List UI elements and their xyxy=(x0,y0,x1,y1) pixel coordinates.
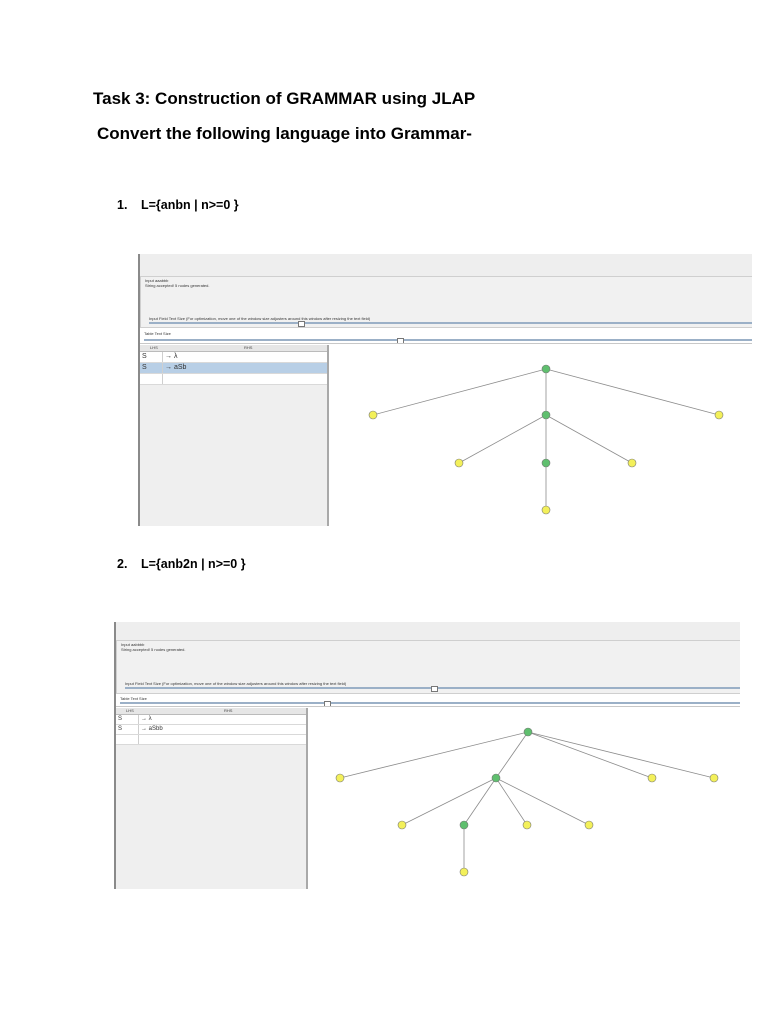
row-rhs: aSb xyxy=(173,364,187,371)
jflap-screenshot-2 xyxy=(114,622,740,889)
window-toolbar xyxy=(140,254,752,277)
rhs-header: RHS xyxy=(224,708,233,713)
status-text: String accepted! 5 nodes generated. xyxy=(121,647,186,652)
tree-edge xyxy=(496,778,527,825)
input-font-slider[interactable] xyxy=(149,322,752,324)
input-panel xyxy=(140,276,752,328)
tree-edge xyxy=(528,732,714,778)
terminal-node xyxy=(710,774,718,782)
variable-node xyxy=(542,411,550,419)
terminal-node xyxy=(523,821,531,829)
row-rhs: aSbb xyxy=(148,726,163,732)
tree-edge xyxy=(546,415,632,463)
row-rhs: λ xyxy=(148,716,152,722)
task-subtitle: Convert the following language into Grammar- xyxy=(97,124,472,143)
item-1-language: L={anbn | n>=0 } xyxy=(141,198,239,212)
terminal-node xyxy=(455,459,463,467)
task-title: Task 3: Construction of GRAMMAR using JLAP xyxy=(93,89,476,108)
tree-edge xyxy=(340,732,528,778)
table-text-size-label: Table Text Size xyxy=(120,696,147,701)
table-row[interactable] xyxy=(140,352,327,363)
window-toolbar xyxy=(116,622,740,641)
terminal-node xyxy=(369,411,377,419)
table-row[interactable] xyxy=(116,715,306,725)
lhs-header: LHS xyxy=(126,708,134,713)
tree-edge xyxy=(373,369,546,415)
tree-edge xyxy=(528,732,652,778)
arrow-symbol: → xyxy=(141,716,147,722)
input-value[interactable]: aabbbb xyxy=(131,642,145,647)
item-2 xyxy=(117,557,246,571)
rhs-header: RHS xyxy=(244,345,253,350)
terminal-node xyxy=(628,459,636,467)
font-size-label: Input Field Text Size (For optimization, move one of the window size adjusters around this window after resizing the text field) xyxy=(149,316,371,321)
row-lhs: S xyxy=(142,353,147,360)
lhs-header: LHS xyxy=(150,345,158,350)
tree-edge xyxy=(459,415,546,463)
row-lhs: S xyxy=(118,716,123,722)
item-1-number: 1. xyxy=(117,198,128,212)
arrow-symbol: → xyxy=(165,364,172,371)
terminal-node xyxy=(336,774,344,782)
arrow-symbol: → xyxy=(141,726,147,732)
table-row[interactable] xyxy=(116,725,306,735)
table-font-slider[interactable] xyxy=(120,702,740,704)
variable-node xyxy=(524,728,532,736)
font-size-label: Input Field Text Size (For optimization, move one of the window size adjusters around this window after resizing the text field) xyxy=(125,681,347,686)
row-lhs: S xyxy=(142,364,147,371)
derivation-tree-2 xyxy=(306,708,740,889)
item-1 xyxy=(117,198,239,212)
table-row-empty[interactable] xyxy=(116,735,306,745)
status-text: String accepted! 5 nodes generated. xyxy=(145,283,210,288)
terminal-node xyxy=(585,821,593,829)
input-font-slider-knob[interactable] xyxy=(431,686,438,692)
derivation-tree-1 xyxy=(328,345,752,526)
arrow-symbol: → xyxy=(165,353,172,360)
row-rhs: λ xyxy=(173,353,178,360)
lambda-node xyxy=(460,868,468,876)
table-header xyxy=(140,345,327,352)
variable-node xyxy=(492,774,500,782)
tree-edge xyxy=(402,778,496,825)
input-panel xyxy=(116,640,740,694)
variable-node xyxy=(542,459,550,467)
table-header xyxy=(116,708,306,715)
jflap-screenshot-1 xyxy=(138,254,752,526)
tree-edges xyxy=(340,732,714,872)
grammar-table xyxy=(140,345,329,526)
input-label: Input xyxy=(121,642,130,647)
item-2-language: L={anb2n | n>=0 } xyxy=(141,557,246,571)
input-value[interactable]: aaabbb xyxy=(155,278,169,283)
terminal-node xyxy=(648,774,656,782)
variable-node xyxy=(542,365,550,373)
terminal-node xyxy=(398,821,406,829)
table-font-slider[interactable] xyxy=(144,339,752,341)
table-row-empty[interactable] xyxy=(140,374,327,385)
tree-edge xyxy=(464,778,496,825)
table-row-selected[interactable] xyxy=(140,363,327,374)
item-2-number: 2. xyxy=(117,557,128,571)
grammar-table xyxy=(116,708,308,889)
row-lhs: S xyxy=(118,726,123,732)
input-label: Input xyxy=(145,278,154,283)
table-text-size-label: Table Text Size xyxy=(144,331,171,336)
lambda-node xyxy=(542,506,550,514)
tree-nodes xyxy=(336,728,718,876)
variable-node xyxy=(460,821,468,829)
tree-edge xyxy=(546,369,719,415)
terminal-node xyxy=(715,411,723,419)
tree-edge xyxy=(496,778,589,825)
input-font-slider-knob[interactable] xyxy=(298,321,305,327)
tree-edges xyxy=(373,369,719,510)
